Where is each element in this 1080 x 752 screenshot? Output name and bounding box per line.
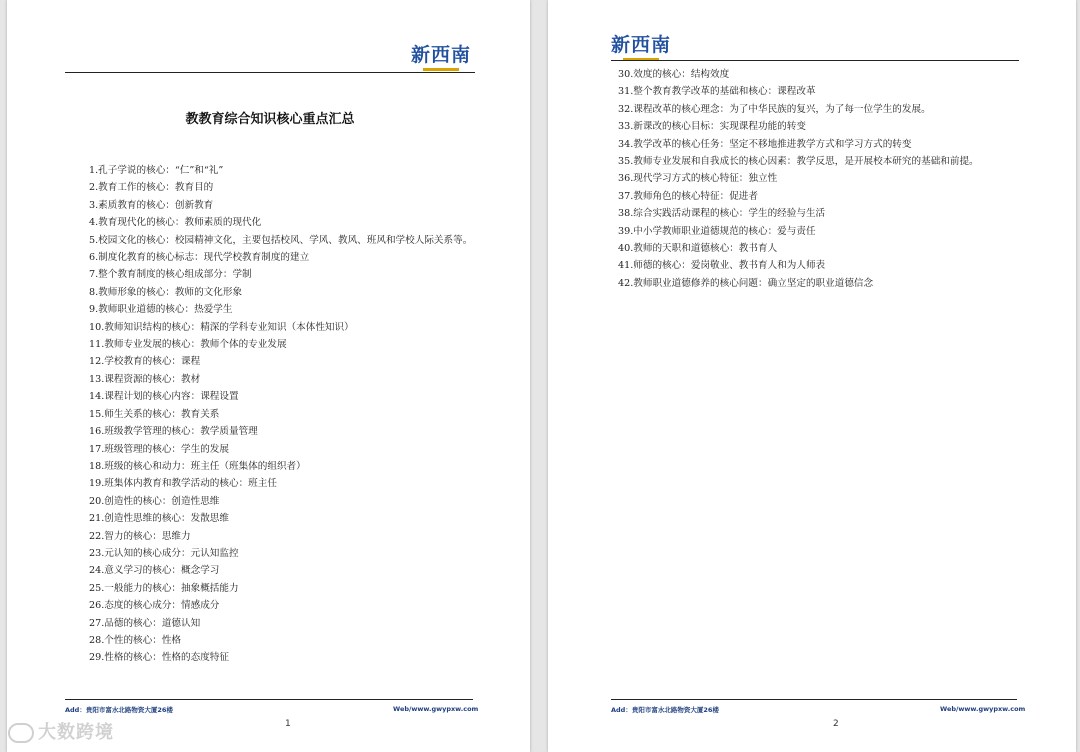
- header-rule: [611, 60, 1019, 61]
- list-item: 36.现代学习方式的核心特征：独立性: [618, 173, 778, 185]
- list-item: 39.中小学教师职业道德规范的核心：爱与责任: [618, 225, 816, 237]
- list-item: 32.课程改革的核心理念：为了中华民族的复兴，为了每一位学生的发展。: [618, 103, 931, 115]
- list-item: 20.创造性的核心：创造性思维: [89, 495, 220, 507]
- list-item: 10.教师知识结构的核心：精深的学科专业知识（本体性知识）: [89, 321, 354, 333]
- list-item: 37.教师角色的核心特征：促进者: [618, 190, 758, 202]
- footer-address: Add：贵阳市富水北路物资大厦26楼: [611, 706, 719, 714]
- brand-logo: 新西南: [411, 40, 471, 71]
- header-rule: [65, 72, 475, 73]
- list-item: 5.校园文化的核心：校园精神文化，主要包括校风、学风、教风、班风和学校人际关系等。: [89, 234, 473, 246]
- footer-rule: [65, 699, 473, 700]
- list-item: 24.意义学习的核心：概念学习: [89, 565, 220, 577]
- list-item: 34.教学改革的核心任务：坚定不移地推进教学方式和学习方式的转变: [618, 138, 912, 150]
- list-item: 28.个性的核心：性格: [89, 634, 182, 646]
- footer-rule: [611, 699, 1017, 700]
- logo-underline: [423, 68, 459, 71]
- item-list: [606, 66, 1026, 292]
- footer-address: Add：贵阳市富水北路物资大厦26楼: [65, 706, 173, 714]
- list-item: 26.态度的核心成分：情感成分: [89, 600, 220, 612]
- list-item: 4.教育现代化的核心：教师素质的现代化: [89, 217, 262, 229]
- watermark-logo-icon: [8, 723, 34, 743]
- list-item: 27.品德的核心：道德认知: [89, 617, 201, 629]
- list-item: 35.教师专业发展和自我成长的核心因素：教学反思，是开展校本研究的基础和前提。: [618, 156, 979, 168]
- list-item: 17.班级管理的核心：学生的发展: [89, 443, 229, 455]
- list-item: 2.教育工作的核心：教育目的: [89, 182, 214, 194]
- item-list: [77, 162, 477, 667]
- list-item: 29.性格的核心：性格的态度特征: [89, 652, 229, 664]
- watermark: 大数跨境: [8, 718, 114, 744]
- list-item: 1.孔子学说的核心：“仁”和“礼”: [89, 165, 224, 176]
- brand-logo: 新西南: [611, 30, 671, 61]
- list-item: 41.师德的核心：爱岗敬业、教书育人和为人师表: [618, 260, 826, 272]
- page-number: 1: [285, 719, 291, 729]
- list-item: 25.一般能力的核心：抽象概括能力: [89, 582, 239, 594]
- list-item: 16.班级教学管理的核心：教学质量管理: [89, 426, 258, 438]
- list-item: 6.制度化教育的核心标志：现代学校教育制度的建立: [89, 252, 310, 264]
- list-item: 14.课程计划的核心内容：课程设置: [89, 391, 239, 403]
- footer-website: Web/www.gwypxw.com: [393, 705, 479, 713]
- list-item: 13.课程资源的核心：教材: [89, 373, 201, 385]
- list-item: 7.整个教育制度的核心组成部分：学制: [89, 269, 252, 281]
- list-item: 3.素质教育的核心：创新教育: [89, 199, 214, 211]
- list-item: 12.学校教育的核心：课程: [89, 356, 201, 368]
- list-item: 18.班级的核心和动力：班主任（班集体的组织者）: [89, 460, 306, 472]
- list-item: 22.智力的核心：思维力: [89, 530, 191, 542]
- list-item: 23.元认知的核心成分：元认知监控: [89, 547, 239, 559]
- list-item: 9.教师职业道德的核心：热爱学生: [89, 304, 233, 316]
- list-item: 38.综合实践活动课程的核心：学生的经验与生活: [618, 208, 826, 220]
- list-item: 33.新课改的核心目标：实现课程功能的转变: [618, 121, 806, 133]
- list-item: 15.师生关系的核心：教育关系: [89, 408, 220, 420]
- list-item: 11.教师专业发展的核心：教师个体的专业发展: [89, 339, 287, 351]
- page-number: 2: [833, 719, 839, 729]
- list-item: 30.效度的核心：结构效度: [618, 69, 730, 80]
- list-item: 40.教师的天职和道德核心：教书育人: [618, 243, 778, 255]
- document-page-1: [7, 0, 530, 752]
- list-item: 31.整个教育教学改革的基础和核心：课程改革: [618, 86, 816, 98]
- footer-website: Web/www.gwypxw.com: [940, 705, 1026, 713]
- list-item: 21.创造性思维的核心：发散思维: [89, 513, 229, 525]
- list-item: 42.教师职业道德修养的核心问题：确立坚定的职业道德信念: [618, 277, 874, 289]
- document-title: 教教育综合知识核心重点汇总: [185, 112, 355, 127]
- list-item: 19.班集体内教育和教学活动的核心：班主任: [89, 478, 277, 490]
- list-item: 8.教师形象的核心：教师的文化形象: [89, 286, 243, 298]
- document-page-2: [548, 0, 1076, 752]
